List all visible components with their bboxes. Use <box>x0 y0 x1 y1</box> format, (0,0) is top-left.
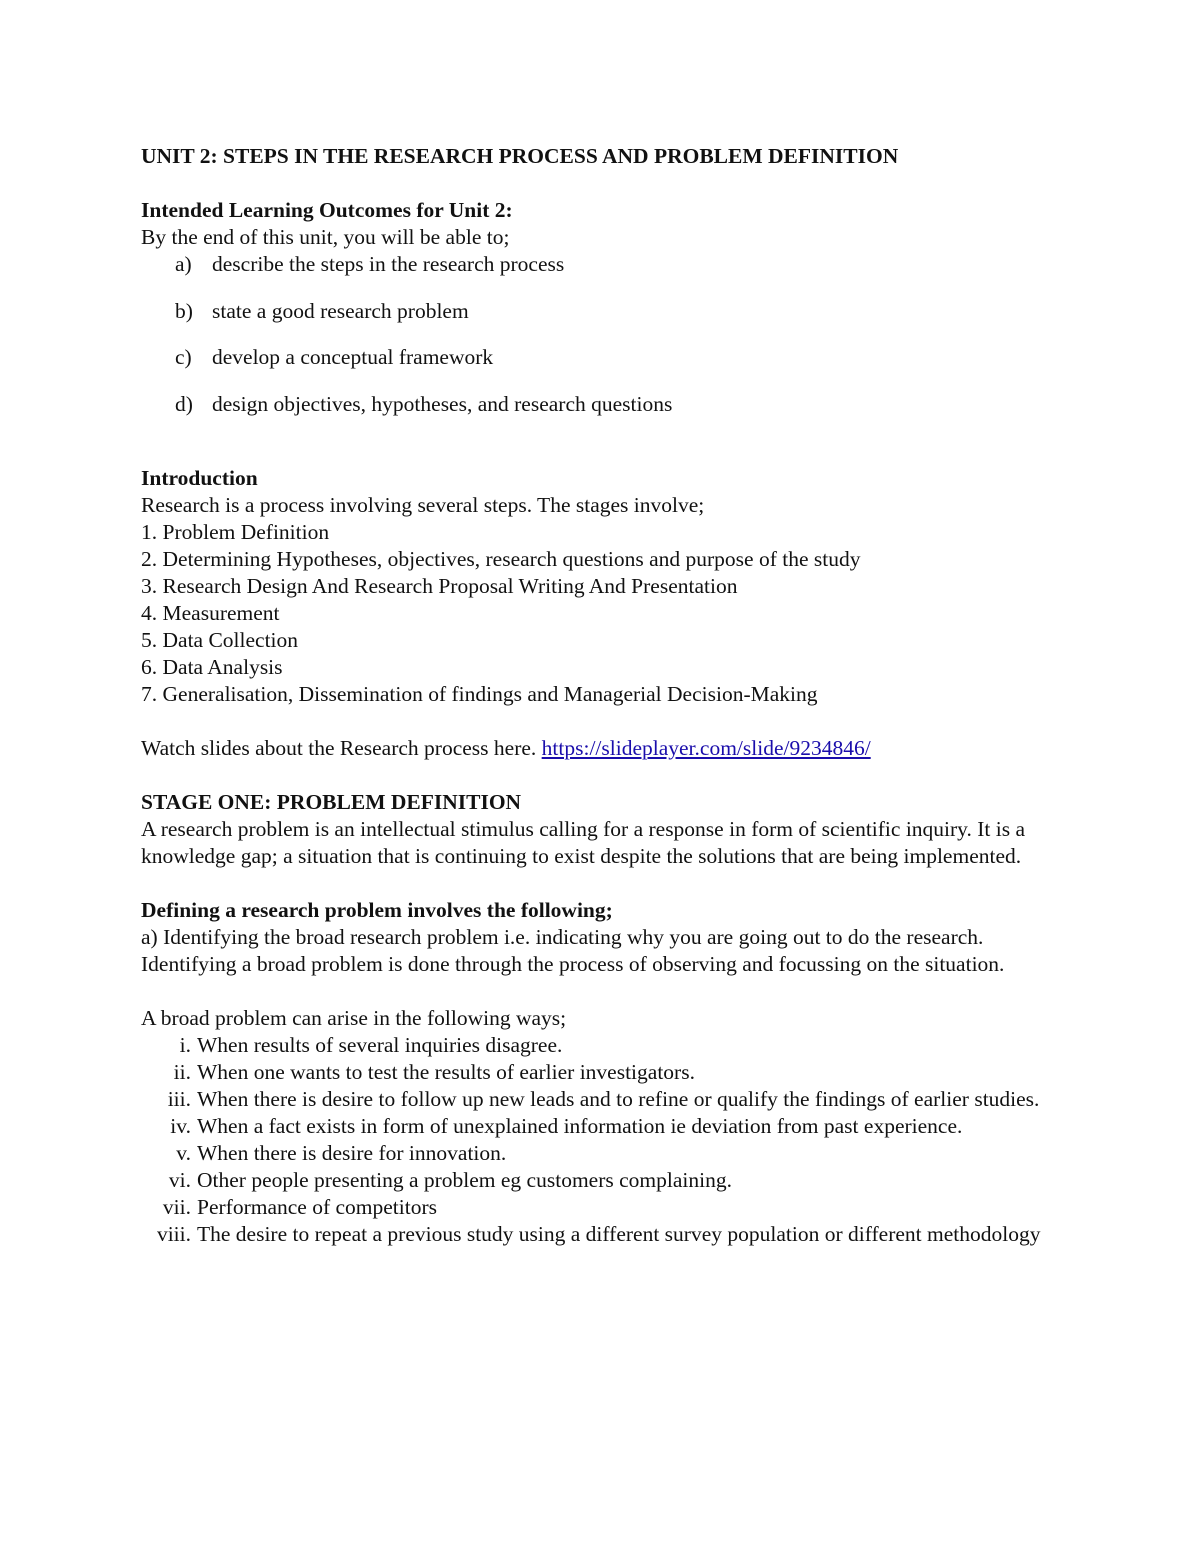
defining-heading: Defining a research problem involves the following; <box>141 897 613 922</box>
list-marker: b) <box>175 298 193 323</box>
stages-list <box>141 519 1081 708</box>
outcomes-list <box>141 251 1081 418</box>
list-item <box>141 1194 1081 1221</box>
broad-lead: A broad problem can arise in the following ways; <box>141 1005 567 1030</box>
unit-title: UNIT 2: STEPS IN THE RESEARCH PROCESS AND PROBLEM DEFINITION <box>141 144 899 168</box>
list-item-text: When there is desire for innovation. <box>197 1140 507 1165</box>
list-item: 6. Data Analysis <box>141 654 283 679</box>
broad-list <box>141 1032 1081 1248</box>
introduction-heading: Introduction <box>141 465 258 490</box>
list-item: 3. Research Design And Research Proposal Writing And Presentation <box>141 573 738 598</box>
introduction-lead: Research is a process involving several steps. The stages involve; <box>141 492 705 517</box>
list-item <box>141 298 1081 325</box>
list-item-text: When a fact exists in form of unexplained information ie deviation from past experience. <box>197 1113 963 1138</box>
list-item <box>141 344 1081 371</box>
list-item <box>141 1167 1081 1194</box>
list-item: 5. Data Collection <box>141 627 299 652</box>
list-item-text: Other people presenting a problem eg customers complaining. <box>197 1167 732 1192</box>
list-item: 4. Measurement <box>141 600 280 625</box>
list-item <box>141 1140 1081 1167</box>
outcomes-heading: Intended Learning Outcomes for Unit 2: <box>141 198 513 222</box>
defining-item-a: a) Identifying the broad research problem i.e. indicating why you are going out to do the research. <box>141 924 984 949</box>
outcomes-intro: By the end of this unit, you will be able to; <box>141 225 510 249</box>
list-item-text: describe the steps in the research process <box>212 252 565 276</box>
list-marker: iii. <box>167 1086 191 1111</box>
list-item-text: design objectives, hypotheses, and research questions <box>212 391 673 416</box>
list-marker: viii. <box>156 1221 191 1246</box>
list-item: 2. Determining Hypotheses, objectives, research questions and purpose of the study <box>141 546 861 571</box>
list-item-text: Performance of competitors <box>197 1194 437 1219</box>
spacer <box>141 708 1081 735</box>
stage-one-body: A research problem is an intellectual stimulus calling for a response in form of scientific inquiry. It is a knowledge gap; a situation that is continuing to exist despite the solutions that are being implemented. <box>141 816 1026 868</box>
document-page <box>141 143 1081 1248</box>
list-item: 1. Problem Definition <box>141 519 330 544</box>
spacer <box>141 978 1081 1005</box>
list-marker: iv. <box>170 1113 191 1138</box>
list-marker: a) <box>175 252 192 276</box>
list-marker: vi. <box>168 1167 191 1192</box>
watch-text: Watch slides about the Research process here. <box>141 735 542 760</box>
list-item <box>141 1032 1081 1059</box>
list-item-text: When there is desire to follow up new leads and to refine or qualify the findings of earlier studies. <box>197 1086 1040 1111</box>
list-marker: v. <box>176 1140 191 1165</box>
list-item <box>141 1221 1081 1248</box>
list-item <box>141 1059 1081 1086</box>
list-item: 7. Generalisation, Dissemination of findings and Managerial Decision-Making <box>141 681 818 706</box>
list-item-text: The desire to repeat a previous study using a different survey population or different methodology <box>197 1221 1041 1246</box>
list-item <box>141 251 1081 278</box>
defining-note: Identifying a broad problem is done through the process of observing and focussing on the situation. <box>141 951 1005 976</box>
list-item-text: state a good research problem <box>212 298 469 323</box>
list-marker: d) <box>175 391 193 416</box>
slides-link[interactable]: https://slideplayer.com/slide/9234846/ <box>541 735 871 760</box>
list-item <box>141 1113 1081 1140</box>
list-marker: c) <box>175 345 192 369</box>
list-item-text: When one wants to test the results of earlier investigators. <box>197 1059 695 1084</box>
list-marker: i. <box>179 1032 191 1057</box>
watch-paragraph <box>141 735 1081 762</box>
list-marker: vii. <box>162 1194 191 1219</box>
list-marker: ii. <box>173 1059 191 1084</box>
spacer <box>141 762 1081 789</box>
spacer <box>141 418 1081 465</box>
stage-one-heading: STAGE ONE: PROBLEM DEFINITION <box>141 789 522 814</box>
spacer <box>141 170 1081 197</box>
list-item-text: develop a conceptual framework <box>212 345 494 369</box>
spacer <box>141 870 1081 897</box>
list-item <box>141 391 1081 418</box>
list-item <box>141 1086 1081 1113</box>
list-item-text: When results of several inquiries disagree. <box>197 1032 563 1057</box>
